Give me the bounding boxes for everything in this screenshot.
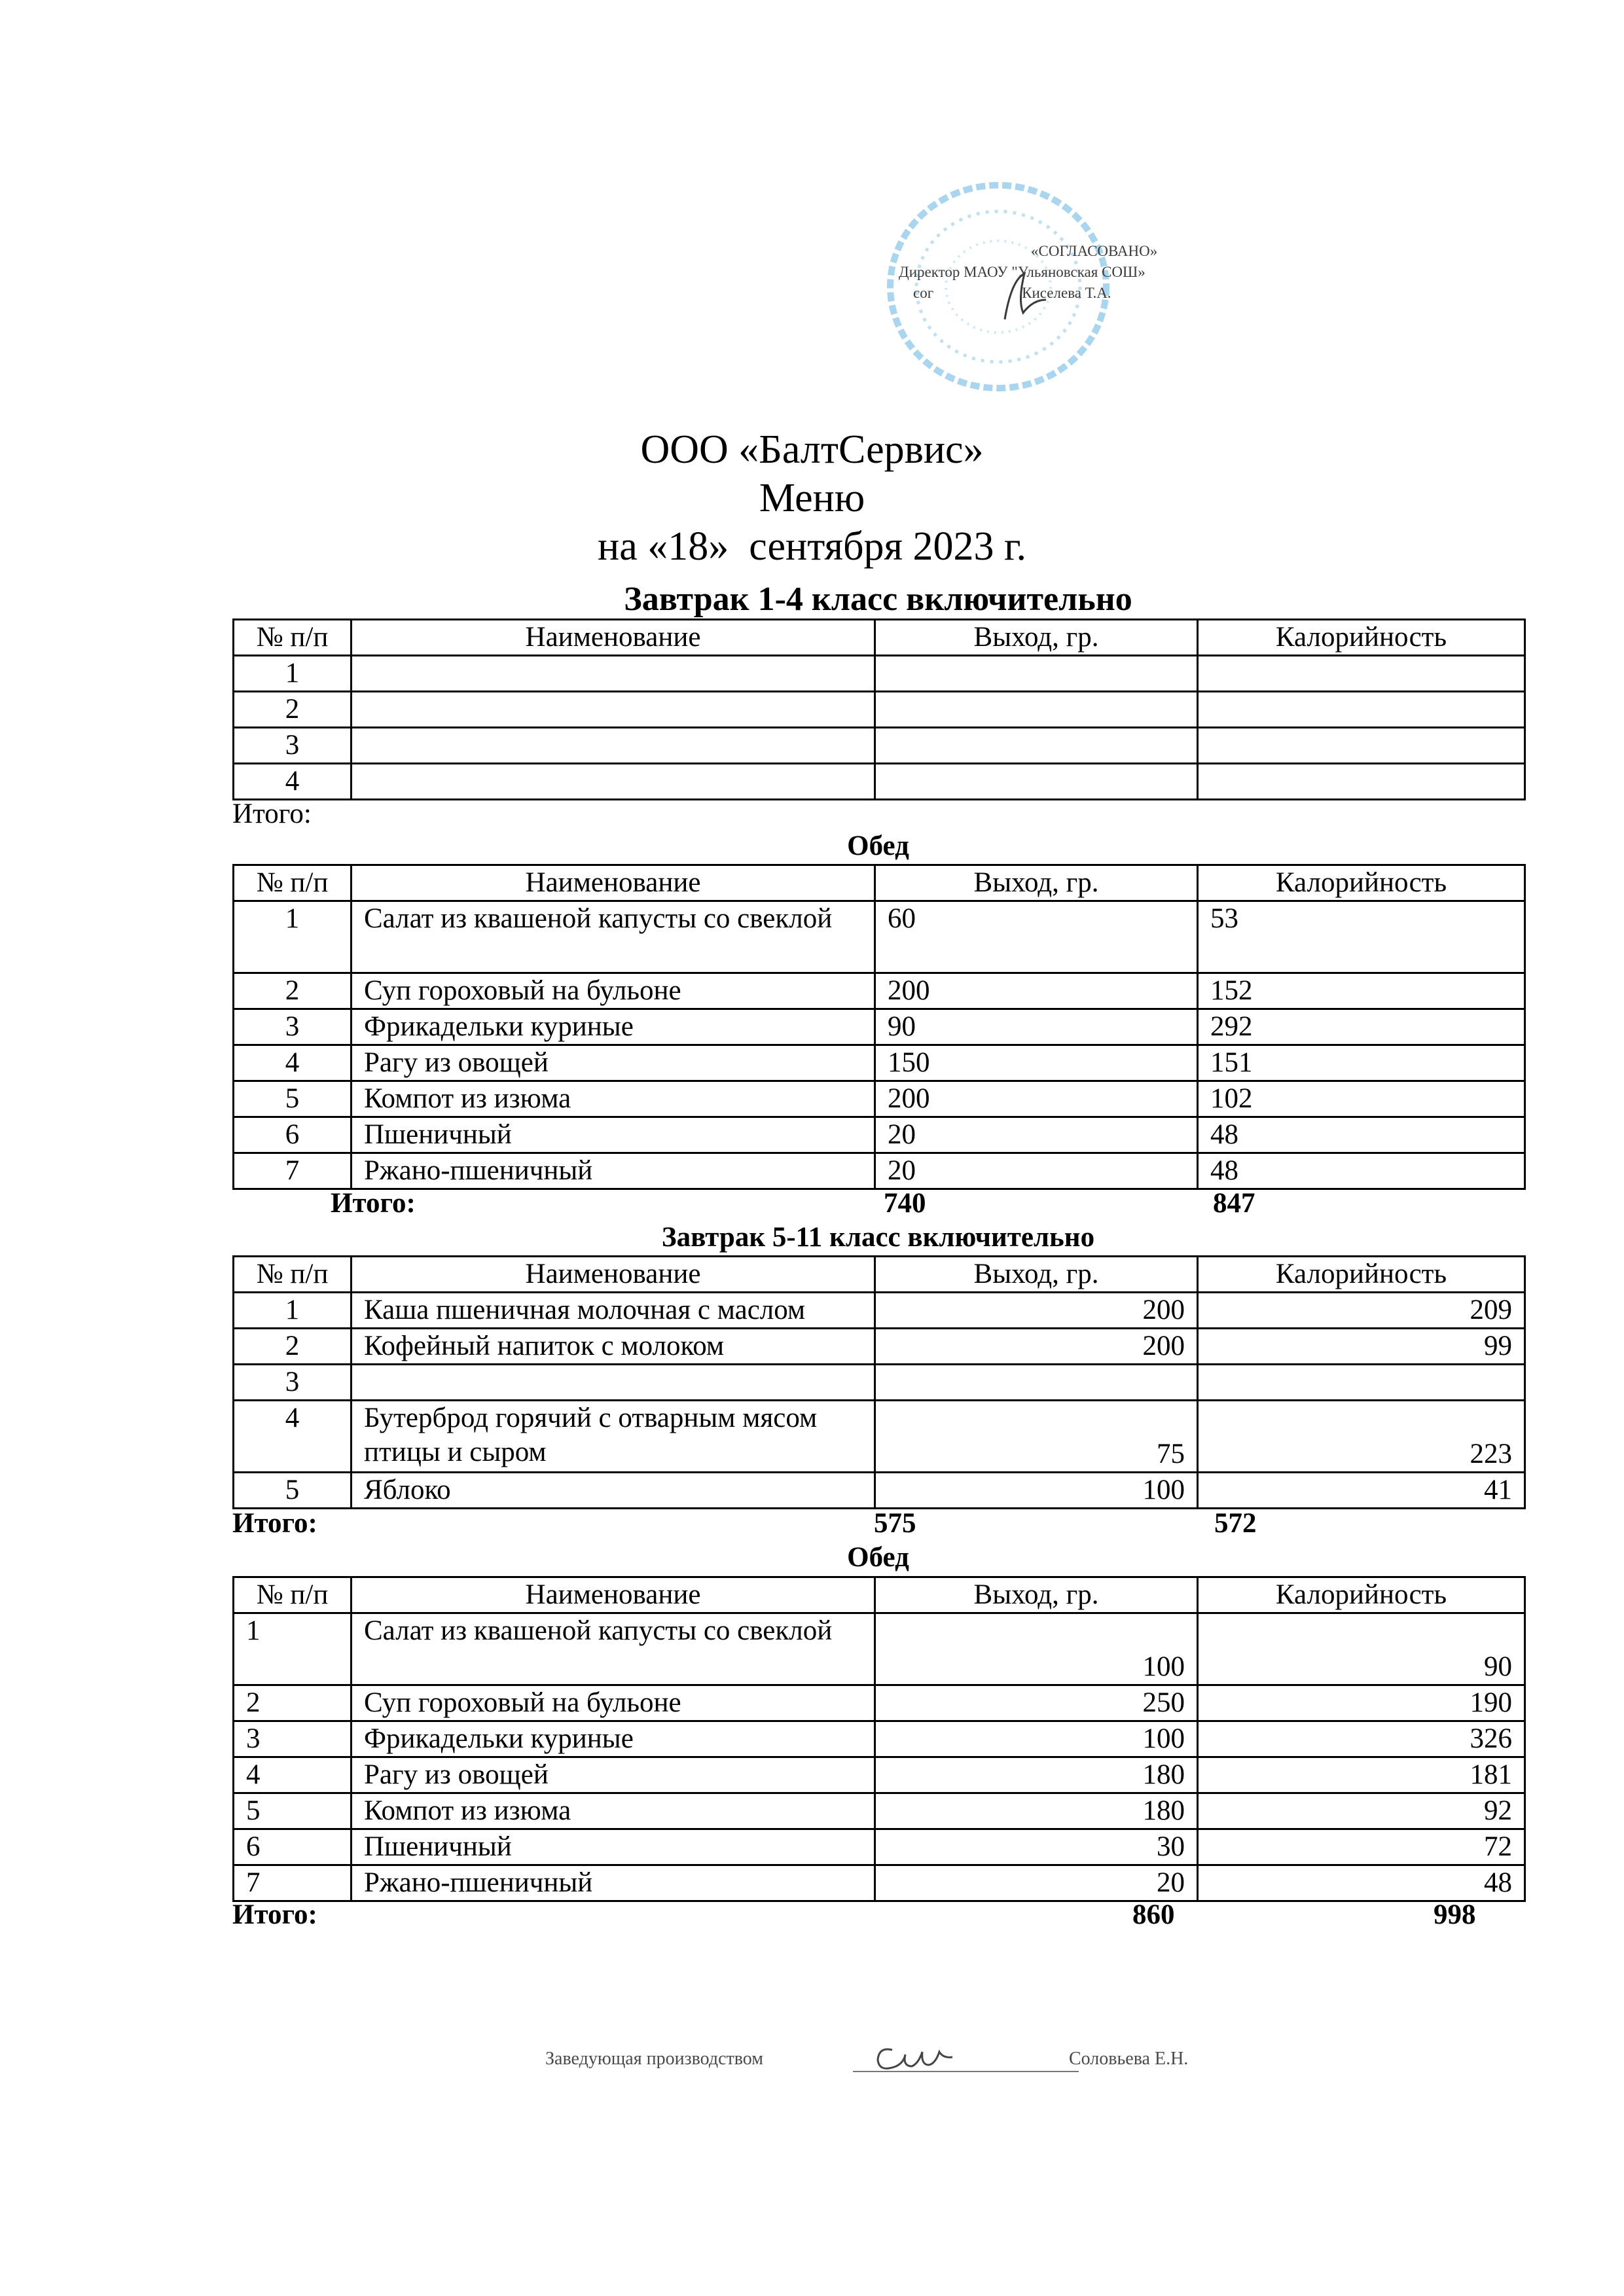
- col-header-yield: Выход, гр.: [875, 865, 1198, 901]
- table-row: [234, 1329, 1525, 1365]
- row-num: 4: [234, 1045, 352, 1081]
- row-num: 5: [234, 1081, 352, 1117]
- col-header-name: Наименование: [352, 620, 875, 656]
- row-yield: 75: [875, 1401, 1198, 1473]
- col-header-calories: Калорийность: [1198, 620, 1525, 656]
- row-num: 4: [234, 1757, 352, 1793]
- col-header-num: № п/п: [234, 865, 352, 901]
- table-row: [234, 1865, 1525, 1901]
- row-calories: 48: [1198, 1865, 1525, 1901]
- row-num: 2: [234, 973, 352, 1009]
- total-label: Итого:: [232, 1899, 317, 1930]
- row-name: Компот из изюма: [352, 1081, 875, 1117]
- row-yield: [875, 764, 1198, 800]
- document-title: Меню: [759, 476, 865, 520]
- row-calories: [1198, 764, 1525, 800]
- row-num: 7: [234, 1865, 352, 1901]
- row-calories: [1198, 692, 1525, 728]
- row-yield: 100: [875, 1613, 1198, 1685]
- row-calories: 223: [1198, 1401, 1525, 1473]
- row-yield: [875, 1365, 1198, 1401]
- total-calories: 998: [1434, 1899, 1476, 1930]
- row-yield: 180: [875, 1793, 1198, 1829]
- table-row: [234, 1117, 1525, 1153]
- col-header-name: Наименование: [352, 1577, 875, 1613]
- row-yield: 60: [875, 901, 1198, 973]
- row-calories: 190: [1198, 1685, 1525, 1721]
- signature-name: Соловьева Е.Н.: [1069, 2049, 1189, 2069]
- row-yield: 150: [875, 1045, 1198, 1081]
- stamp-line-signer: [874, 283, 1293, 304]
- row-yield: 90: [875, 1009, 1198, 1045]
- row-calories: [1198, 728, 1525, 764]
- row-num: 1: [234, 1613, 352, 1685]
- row-calories: 92: [1198, 1793, 1525, 1829]
- row-num: 7: [234, 1153, 352, 1189]
- table-row: [234, 973, 1525, 1009]
- row-yield: 20: [875, 1153, 1198, 1189]
- section-title: Обед: [847, 831, 909, 861]
- row-num: 3: [234, 1365, 352, 1401]
- col-header-name: Наименование: [352, 1257, 875, 1293]
- table-row: [234, 1685, 1525, 1721]
- table-row: [234, 656, 1525, 692]
- col-header-num: № п/п: [234, 620, 352, 656]
- total-label: Итого:: [232, 1508, 317, 1539]
- section-title: Обед: [847, 1542, 909, 1573]
- signature-block: [545, 2030, 1239, 2109]
- total-yield: 860: [1132, 1899, 1175, 1930]
- table-row: [234, 1153, 1525, 1189]
- signature-label: Заведующая производством: [545, 2049, 763, 2069]
- row-num: 1: [234, 656, 352, 692]
- row-num: 2: [234, 1329, 352, 1365]
- stamp-line-approved: «СОГЛАСОВАНО»: [1031, 243, 1158, 259]
- row-yield: 200: [875, 1081, 1198, 1117]
- approval-stamp: [874, 175, 1158, 395]
- row-calories: 181: [1198, 1757, 1525, 1793]
- row-calories: 53: [1198, 901, 1525, 973]
- table-row: [234, 1081, 1525, 1117]
- row-calories: 151: [1198, 1045, 1525, 1081]
- row-yield: 200: [875, 1293, 1198, 1329]
- row-calories: [1198, 1365, 1525, 1401]
- row-name: Пшеничный: [352, 1117, 875, 1153]
- row-yield: 100: [875, 1473, 1198, 1509]
- table-row: [234, 764, 1525, 800]
- document-header: [0, 425, 1624, 571]
- menu-table: [232, 1255, 1526, 1509]
- row-name: [352, 1365, 875, 1401]
- col-header-yield: Выход, гр.: [875, 1577, 1198, 1613]
- row-num: 3: [234, 1009, 352, 1045]
- table-row: [234, 1293, 1525, 1329]
- row-calories: 90: [1198, 1613, 1525, 1685]
- row-name: Салат из квашеной капусты со свеклой: [352, 901, 875, 973]
- row-name: Бутерброд горячий с отварным мясом птицы и сыром: [352, 1401, 875, 1473]
- col-header-calories: Калорийность: [1198, 1577, 1525, 1613]
- row-num: 4: [234, 764, 352, 800]
- col-header-num: № п/п: [234, 1257, 352, 1293]
- col-header-name: Наименование: [352, 865, 875, 901]
- row-yield: 200: [875, 1329, 1198, 1365]
- table-row: [234, 1045, 1525, 1081]
- row-name: Фрикадельки куриные: [352, 1721, 875, 1757]
- total-yield: 740: [884, 1188, 926, 1219]
- table-row: [234, 1473, 1525, 1509]
- menu-table: [232, 619, 1526, 800]
- stamp-line-director: Директор МАОУ "Ульяновская СОШ»: [899, 264, 1146, 280]
- table-row: [234, 1401, 1525, 1473]
- table-row: [234, 1365, 1525, 1401]
- row-calories: 41: [1198, 1473, 1525, 1509]
- row-calories: 326: [1198, 1721, 1525, 1757]
- row-num: 3: [234, 1721, 352, 1757]
- row-yield: 20: [875, 1117, 1198, 1153]
- table-row: [234, 1793, 1525, 1829]
- row-name: Ржано-пшеничный: [352, 1153, 875, 1189]
- row-yield: 20: [875, 1865, 1198, 1901]
- row-name: Суп гороховый на бульоне: [352, 1685, 875, 1721]
- row-name: Салат из квашеной капусты со свеклой: [352, 1613, 875, 1685]
- row-yield: [875, 656, 1198, 692]
- row-name: Яблоко: [352, 1473, 875, 1509]
- total-label: Итого:: [331, 1188, 416, 1219]
- row-yield: 30: [875, 1829, 1198, 1865]
- row-num: 3: [234, 728, 352, 764]
- row-name: Кофейный напиток с молоком: [352, 1329, 875, 1365]
- row-yield: 180: [875, 1757, 1198, 1793]
- menu-date: на «18» сентября 2023 г.: [598, 524, 1026, 569]
- table-row: [234, 1613, 1525, 1685]
- stamp-text: [874, 241, 1293, 304]
- row-name: Пшеничный: [352, 1829, 875, 1865]
- total-label: Итого:: [232, 798, 312, 829]
- row-calories: 152: [1198, 973, 1525, 1009]
- row-calories: 48: [1198, 1153, 1525, 1189]
- row-name: [352, 692, 875, 728]
- row-yield: 200: [875, 973, 1198, 1009]
- table-row: [234, 692, 1525, 728]
- stamp-signer-name: Киселева Т.А.: [1022, 285, 1111, 301]
- row-num: 1: [234, 1293, 352, 1329]
- row-yield: 100: [875, 1721, 1198, 1757]
- row-calories: 48: [1198, 1117, 1525, 1153]
- row-calories: [1198, 656, 1525, 692]
- row-name: Суп гороховый на бульоне: [352, 973, 875, 1009]
- row-yield: 250: [875, 1685, 1198, 1721]
- total-yield: 575: [874, 1508, 916, 1539]
- stamp-signer-prefix: сог: [913, 285, 934, 301]
- row-num: 5: [234, 1473, 352, 1509]
- total-calories: 847: [1213, 1188, 1255, 1219]
- col-header-calories: Калорийность: [1198, 1257, 1525, 1293]
- row-name: Компот из изюма: [352, 1793, 875, 1829]
- row-name: Рагу из овощей: [352, 1757, 875, 1793]
- row-name: [352, 656, 875, 692]
- col-header-yield: Выход, гр.: [875, 620, 1198, 656]
- row-calories: 292: [1198, 1009, 1525, 1045]
- row-calories: 72: [1198, 1829, 1525, 1865]
- table-row: [234, 728, 1525, 764]
- row-name: Ржано-пшеничный: [352, 1865, 875, 1901]
- row-calories: 99: [1198, 1329, 1525, 1365]
- row-yield: [875, 728, 1198, 764]
- row-name: Каша пшеничная молочная с маслом: [352, 1293, 875, 1329]
- row-calories: 209: [1198, 1293, 1525, 1329]
- table-row: [234, 901, 1525, 973]
- section-title: Завтрак 1-4 класс включительно: [624, 581, 1132, 618]
- row-calories: 102: [1198, 1081, 1525, 1117]
- row-name: Фрикадельки куриные: [352, 1009, 875, 1045]
- table-row: [234, 1721, 1525, 1757]
- signature-icon: [866, 2030, 997, 2083]
- table-row: [234, 1009, 1525, 1045]
- row-num: 1: [234, 901, 352, 973]
- row-num: 2: [234, 1685, 352, 1721]
- row-name: [352, 728, 875, 764]
- row-num: 2: [234, 692, 352, 728]
- col-header-num: № п/п: [234, 1577, 352, 1613]
- row-name: [352, 764, 875, 800]
- section-title: Завтрак 5-11 класс включительно: [661, 1222, 1095, 1253]
- col-header-calories: Калорийность: [1198, 865, 1525, 901]
- row-num: 6: [234, 1829, 352, 1865]
- row-num: 5: [234, 1793, 352, 1829]
- menu-table: [232, 1576, 1526, 1902]
- menu-table: [232, 864, 1526, 1190]
- col-header-yield: Выход, гр.: [875, 1257, 1198, 1293]
- row-num: 4: [234, 1401, 352, 1473]
- table-row: [234, 1757, 1525, 1793]
- table-row: [234, 1829, 1525, 1865]
- company-name: ООО «БалтСервис»: [640, 427, 984, 472]
- row-name: Рагу из овощей: [352, 1045, 875, 1081]
- total-calories: 572: [1214, 1508, 1257, 1539]
- row-yield: [875, 692, 1198, 728]
- row-num: 6: [234, 1117, 352, 1153]
